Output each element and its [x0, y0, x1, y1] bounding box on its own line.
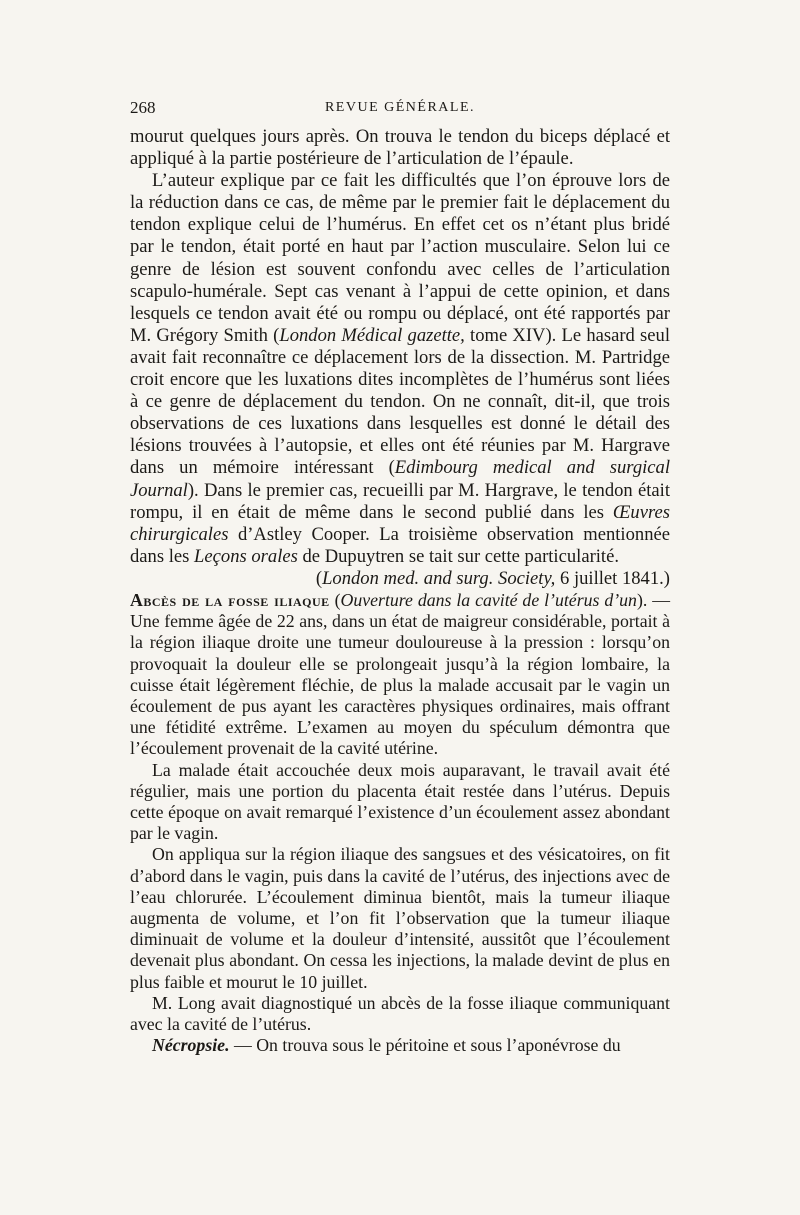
citation-paren: ( — [315, 567, 323, 589]
case-section — [130, 590, 670, 1056]
journal-title-edimbourg: Edimbourg medical and surgical Journal — [130, 457, 671, 501]
text-run: tome XIV). Le hasard seul avait fait reconnaître ce déplacement lors de la dissection. M. Partridge croit encore que les luxations dites incomplètes de l’humérus sont liées à ce genre de déplacement du tendon. On ne connaît, dit-il, que trois observations de ces luxations dans lesquelles est donné le détail des lésions trouvées à l’autopsie, et elles ont été réunies par M. Hargrave dans un mémoire intéressant ( — [130, 324, 670, 479]
text-run: — On trouva sous le péritoine et sous l’aponévrose du — [229, 1035, 621, 1056]
paragraph-author-explanation — [130, 170, 670, 568]
journal-title-london-medical-gazette: London Médical gazette, — [279, 324, 465, 346]
text-run: L’auteur explique par ce fait les difficultés que l’on éprouve lors de la réduction dans ce cas, de même par le premier fait le déplacement du tendon explique celui de l’humérus. En effet cet os n’étant plus bridé par le tendon, était porté en haut par l’action musculaire. Selon lui ce genre de lésion est souvent confondu avec celles de l’articulation scapulo-humérale. Sept cas venant à l’appui de cette opinion, et dans lesquels ce tendon avait été ou rompu ou déplacé, ont été rapportés par M. Grégory Smith ( — [130, 170, 670, 346]
text-run: ). — Une femme âgée de 22 ans, dans un état de maigreur considérable, portait à la région iliaque droite une tumeur douloureuse à la pression : lorsqu’on provoquait la douleur elle se prolongeait jusqu’à la région lombaire, la cuisse était légèrement fléchie, de plus la malade accusait par le vagin un écoulement de pus ayant les caractères physiques ordinaires, mais offrant une fétidité extrême. L’examen au moyen du spéculum démontra que l’écoulement provenait de la cavité utérine. — [130, 589, 670, 759]
body-text — [130, 126, 670, 1056]
paragraph-treatment: On appliqua sur la région iliaque des sangsues et des vésicatoires, on fit d’abord dans le vagin, puis dans la cavité de l’utérus, des injections avec de l’eau chlorurée. L’écoulement diminua bientôt, mais la tumeur iliaque augmenta de volume, et l’on fit l’observation que la tumeur iliaque diminuait de volume et la douleur d’intensité, aussitôt que l’écoulement devenait plus abondant. On cessa les injections, la malade devint de plus en plus faible et mourut le 10 juillet. — [130, 844, 670, 992]
paragraph-case-history: La malade était accouchée deux mois auparavant, le travail avait été régulier, mais une portion du placenta était restée dans l’utérus. Depuis cette époque on avait remarqué l’existence d’un écoulement assez abondant par le vagin. — [130, 759, 670, 844]
case-subtitle: Ouverture dans la cavité de l’utérus d’un — [340, 589, 637, 610]
paragraph-necropsy — [130, 1035, 670, 1056]
text-run: d’Astley Cooper. La troisième observation mentionnée dans les — [130, 523, 670, 567]
book-title-oeuvres-chirurgicales: Œuvres chirurgicales — [130, 501, 670, 545]
paragraph-case-heading — [130, 590, 670, 760]
citation-society: London med. and surg. Society, — [322, 567, 556, 589]
text-run: de Dupuytren se tait sur cette particularité. — [297, 545, 619, 567]
paragraph-diagnosis: M. Long avait diagnostiqué un abcès de la fosse iliaque communiquant avec la cavité de l’utérus. — [130, 992, 670, 1035]
running-head: REVUE GÉNÉRALE. — [324, 100, 476, 115]
necropsy-label: Nécropsie. — [152, 1035, 230, 1056]
page-header — [130, 98, 670, 122]
text-run: ). Dans le premier cas, recueilli par M. Hargrave, le tendon était rompu, il en était de même dans le second publié dans les — [130, 479, 670, 523]
text-run: ( — [329, 589, 341, 610]
paragraph-continuation: mourut quelques jours après. On trouva le tendon du biceps déplacé et appliqué à la partie postérieure de l’articulation de l’épaule. — [130, 126, 670, 170]
case-heading: Abcès de la fosse iliaque — [130, 589, 330, 610]
page-number: 268 — [130, 98, 156, 117]
citation-date: 6 juillet 1841.) — [555, 567, 670, 589]
source-citation — [130, 568, 670, 590]
book-title-lecons-orales: Leçons orales — [194, 545, 298, 567]
